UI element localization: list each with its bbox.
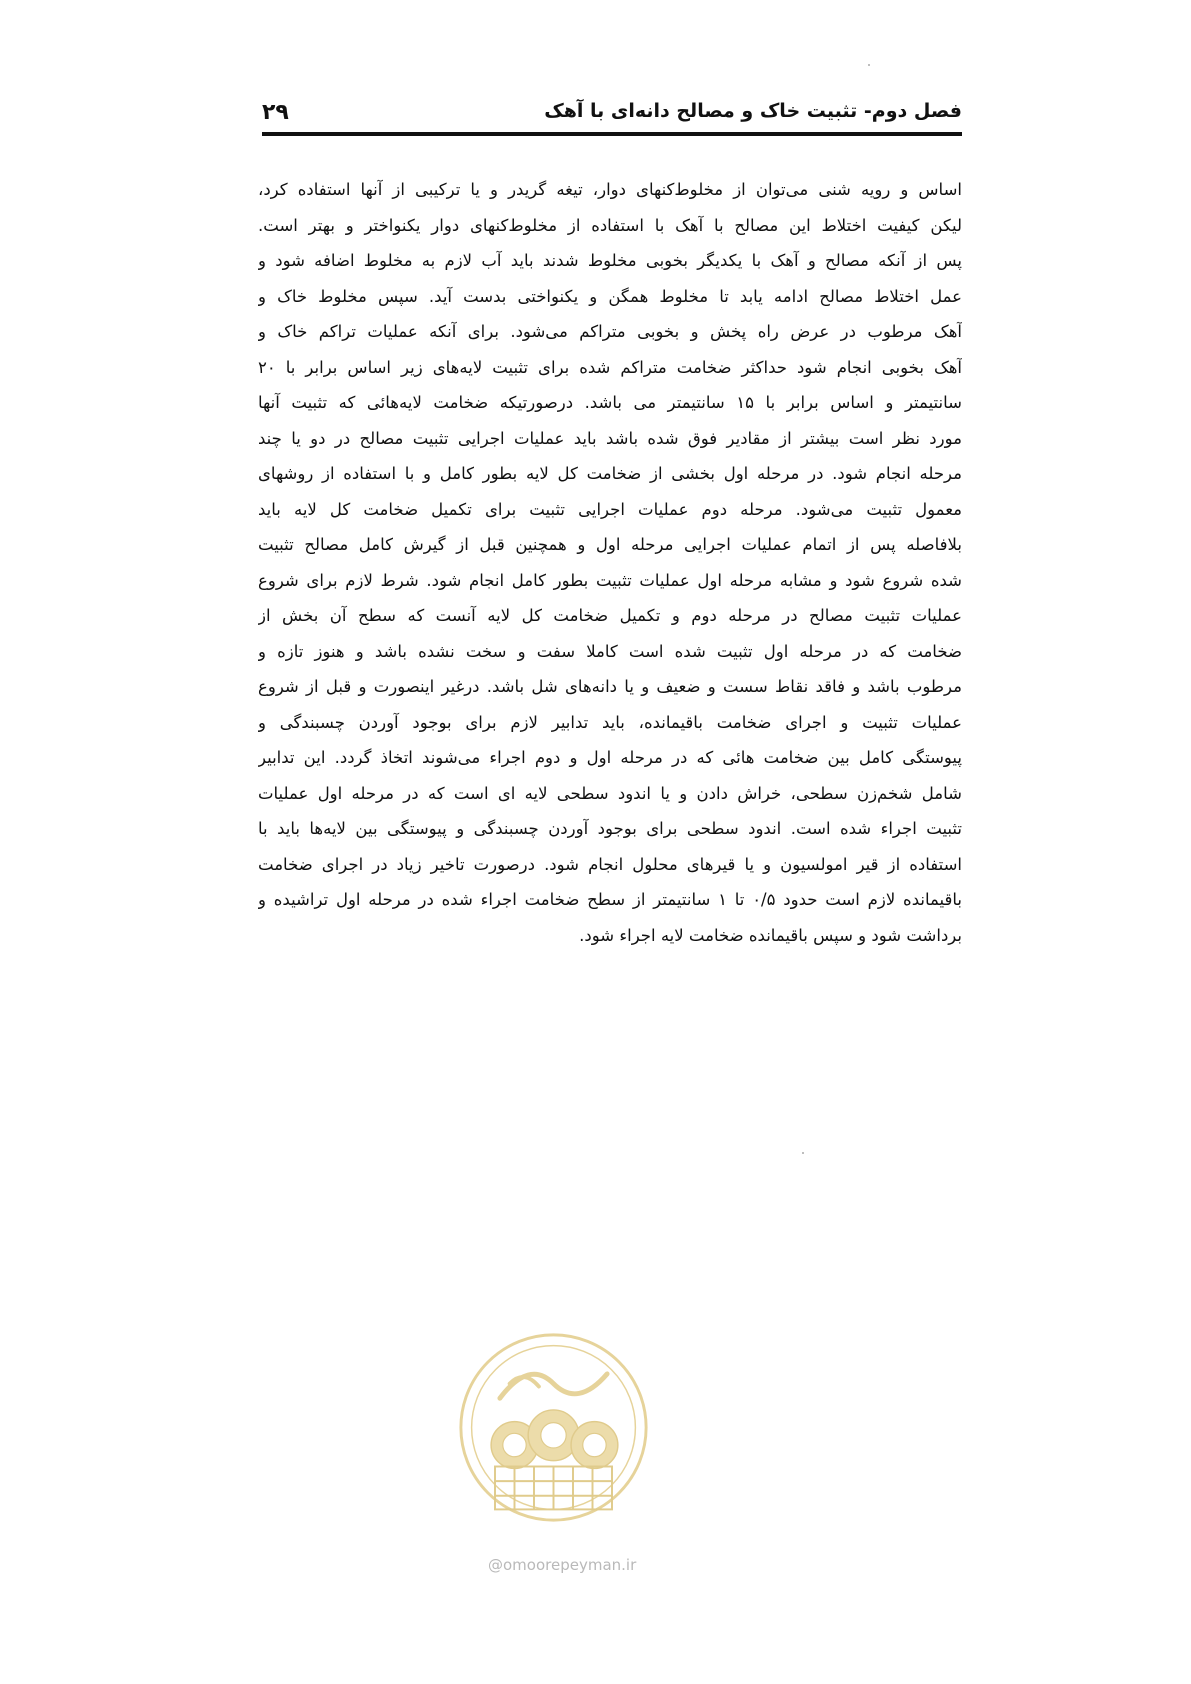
body-paragraph xyxy=(258,172,962,953)
scan-speck xyxy=(802,1152,804,1154)
text-line: پس از آنکه مصالح و آهک با یکدیگر بخوبی مخلوط شدند باید آب لازم به مخلوط اضافه شود و xyxy=(258,251,962,270)
text-line: استفاده از قیر امولسیون و یا قیرهای محلول انجام شود. درصورت تاخیر زیاد در اجرای ضخامت xyxy=(258,854,962,874)
text-line: شامل شخم‌زن سطحی، خراش دادن و یا اندود سطحی لایه ای است که در مرحله اول عملیات xyxy=(258,783,962,803)
text-line: ضخامت که در مرحله اول تثبیت شده است کاملا سفت و سخت نشده باشد و هنوز تازه و xyxy=(258,641,962,661)
text-line: آهک بخوبی انجام شود حداکثر ضخامت متراکم شده برای تثبیت لایه‌های زیر اساس برابر با ۲۰ xyxy=(258,357,962,377)
text-line: بلافاصله پس از اتمام عملیات اجرایی مرحله اول و همچنین قبل از گیرش کامل مصالح تثبیت xyxy=(258,535,962,554)
text-line: تثبیت اجراء شده است. اندود سطحی برای بوجود آوردن چسبندگی و پیوستگی بین لایه‌ها باید با xyxy=(258,819,962,838)
text-line: آهک مرطوب در عرض راه پخش و بخوبی متراکم می‌شود. برای آنکه عملیات تراکم خاک و xyxy=(258,322,962,341)
text-line: باقیمانده لازم است حدود ۰/۵ تا ۱ سانتیمتر از سطح ضخامت اجراء شده در مرحله اول تراشیده و xyxy=(258,890,962,909)
text-line: مورد نظر است بیشتر از مقادیر فوق شده باشد باید عملیات اجرایی تثبیت مصالح در دو یا چند xyxy=(258,428,962,448)
text-line: پیوستگی کامل بین ضخامت هائی که در مرحله اول و دوم اجراء می‌شوند اتخاذ گردد. این تدابیر xyxy=(258,748,962,767)
header-rule xyxy=(262,132,962,136)
text-line: عمل اختلاط مصالح ادامه یابد تا مخلوط همگن و یکنواختی بدست آید. سپس مخلوط خاک و xyxy=(258,286,962,306)
chapter-title: فصل دوم- تثبیت خاک و مصالح دانه‌ای با آهک xyxy=(544,100,962,122)
scan-speck xyxy=(868,64,870,66)
text-line: شده شروع شود و مشابه مرحله اول عملیات تثبیت بطور کامل انجام شود. شرط لازم برای شروع xyxy=(258,570,962,590)
watermark-handle: @omoorepeyman.ir xyxy=(488,1556,637,1574)
text-line: عملیات تثبیت و اجرای ضخامت باقیمانده، باید تدابیر لازم برای بوجود آوردن چسبندگی و xyxy=(258,712,962,732)
text-line: سانتیمتر و اساس برابر با ۱۵ سانتیمتر می باشد. درصورتیکه ضخامت لایه‌هائی که تثبیت آنها xyxy=(258,393,962,412)
text-line: اساس و رویه شنی می‌توان از مخلوط‌کنهای دوار، تیغه گریدر و یا ترکیبی از آنها استفاده کرد، xyxy=(258,180,962,199)
text-line: لیکن کیفیت اختلاط این مصالح با آهک با استفاده از مخلوط‌کنهای دوار یکنواختر و بهتر است. xyxy=(258,215,962,235)
text-line: مرطوب باشد و فاقد نقاط سست و ضعیف و یا دانه‌های شل باشد. درغیر اینصورت و قبل از شروع xyxy=(258,677,962,696)
page-number: ۲۹ xyxy=(262,100,289,125)
text-line: برداشت شود و سپس باقیمانده ضخامت لایه اجراء شود. xyxy=(579,925,962,945)
page-header xyxy=(262,96,962,136)
text-line: عملیات تثبیت مصالح در مرحله دوم و تکمیل ضخامت کل لایه آنست که سطح آن بخش از xyxy=(258,606,962,625)
text-line: مرحله انجام شود. در مرحله اول بخشی از ضخامت کل لایه بطور کامل و با استفاده از روشهای xyxy=(258,464,962,483)
watermark-stamp-logo xyxy=(456,1330,651,1525)
text-line: معمول تثبیت می‌شود. مرحله دوم عملیات اجرایی تثبیت برای تکمیل ضخامت کل لایه باید xyxy=(258,499,962,519)
